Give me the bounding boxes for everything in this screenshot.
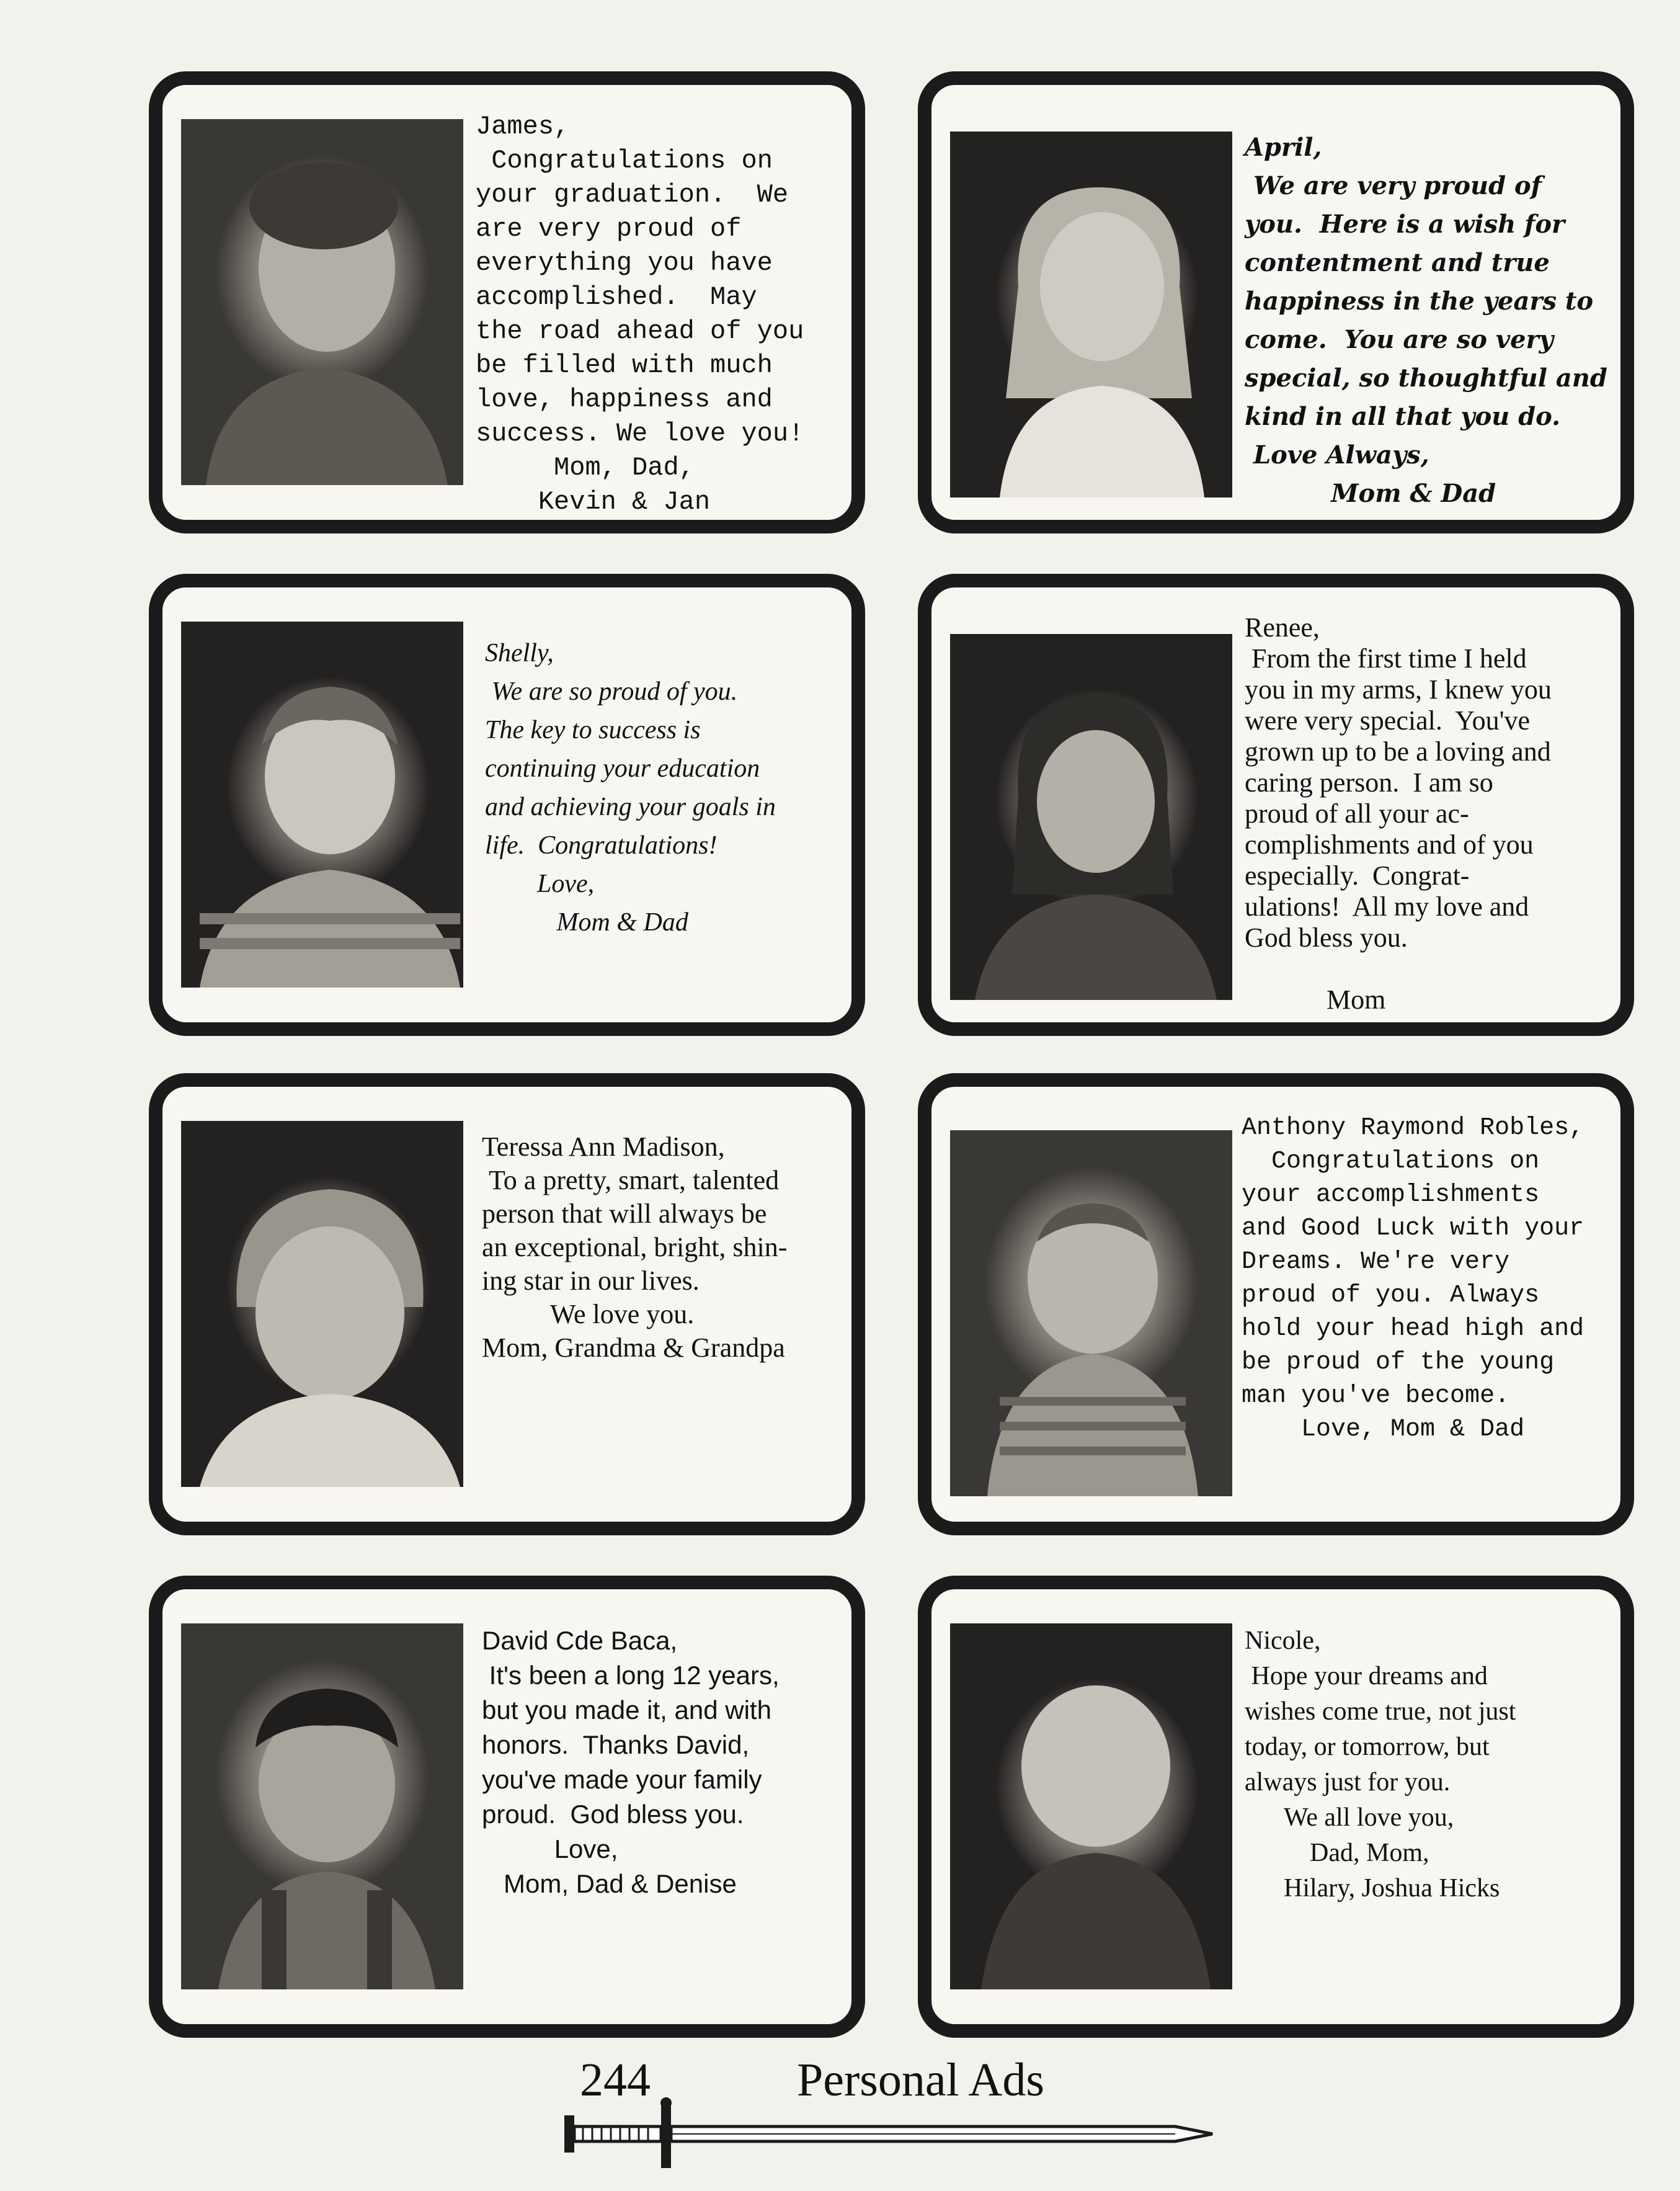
personal-ad-april	[918, 71, 1634, 533]
personal-ad-anthony	[918, 1073, 1634, 1535]
ad-message: James, Congratulations on your graduation. We are very proud of everything you have accomplished. May the road ahead of you be filled with much love, happiness and success. We love you! Mom, Dad, Kevin & Jan	[476, 112, 804, 517]
photo-shelly	[181, 622, 463, 988]
photo-nicole	[950, 1623, 1232, 1989]
ad-message: Anthony Raymond Robles, Congratulations on your accomplishments and Good Luck with your Dreams. We're very proud of you. Always hold your head high and be proud of the young man you've become. Love, Mom & Dad	[1242, 1114, 1584, 1444]
ad-message: David Cde Baca, It's been a long 12 years, but you made it, and with honors. Thanks David, you've made your family proud. God bless you. Love, Mom, Dad & Denise	[482, 1626, 780, 1898]
page-number: 244	[580, 2054, 651, 2106]
personal-ad-teressa	[149, 1073, 865, 1535]
ad-message: Renee, From the first time I held you in my arms, I knew you were very special. You've grown up to be a loving and caring person. I am so proud of all your ac- complishments and of you especially. Congrat- ulations! All my love and God bless you. Mom	[1245, 612, 1552, 1015]
photo-renee	[950, 634, 1232, 1000]
ad-message: Nicole, Hope your dreams and wishes come true, not just today, or tomorrow, but always just for you. We all love you, Dad, Mom, Hilary, Joshua Hicks	[1245, 1627, 1516, 1903]
ad-message: Teressa Ann Madison, To a pretty, smart, talented person that will always be an exceptional, bright, shin- ing star in our lives. We love you. Mom, Grandma & Grandpa	[482, 1131, 788, 1363]
photo-teressa	[181, 1121, 463, 1487]
page-footer	[0, 2047, 1680, 2190]
personal-ad-shelly	[149, 574, 865, 1036]
sword-icon	[561, 2097, 1219, 2171]
photo-april	[950, 132, 1232, 498]
personal-ad-renee	[918, 574, 1634, 1036]
personal-ad-james	[149, 71, 865, 533]
section-title: Personal Ads	[797, 2054, 1044, 2106]
personal-ad-david	[149, 1576, 865, 2038]
ad-message: Shelly, We are so proud of you. The key to success is continuing your education and achieving your goals in life. Congratulations! Love, Mom & Dad	[485, 639, 776, 937]
photo-james	[181, 119, 463, 485]
personal-ad-nicole	[918, 1576, 1634, 2038]
ad-message: April, We are very proud of you. Here is a wish for contentment and true happiness in the years to come. You are so very special, so thoughtful and kind in all that you do. Love Always, Mom & Dad	[1245, 133, 1607, 508]
photo-anthony	[950, 1130, 1232, 1496]
photo-david	[181, 1623, 463, 1989]
